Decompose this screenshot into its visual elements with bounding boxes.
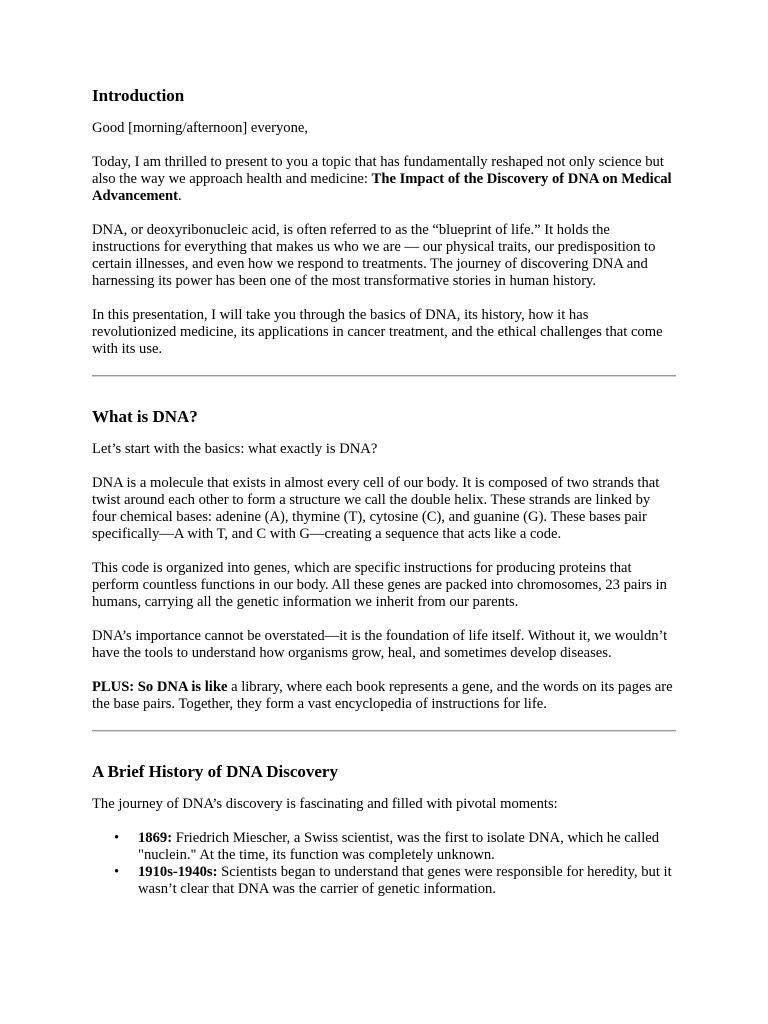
analogy-text: a library, where each book represents a gene, and the words on its pages are the base pairs. Together, they form a vast encyclopedia of instructions for life. xyxy=(92,679,673,712)
timeline-text: Friedrich Miescher, a Swiss scientist, was the first to isolate DNA, which he called "nuclein." At the time, its function was completely unknown. xyxy=(138,830,660,863)
intro-paragraph-topic xyxy=(92,154,676,205)
bullet-icon: • xyxy=(114,864,120,880)
analogy-label: PLUS: So DNA is like xyxy=(92,679,228,695)
timeline-text: Scientists began to understand that genes were responsible for heredity, but it wasn’t clear that DNA was the carrier of genetic information. xyxy=(138,864,672,897)
history-intro: The journey of DNA’s discovery is fascinating and filled with pivotal moments: xyxy=(92,796,558,812)
intro-heading: Introduction xyxy=(92,86,185,105)
intro-paragraph-dna-definition: DNA, or deoxyribonucleic acid, is often referred to as the “blueprint of life.” It holds the instructions for everything that makes us who we are — our physical traits, our predisposition to certain illnesses, and even how we respond to treatments. The journey of discovering DNA and harnessing its power has been one of the most transformative stories in human history. xyxy=(92,222,656,289)
history-timeline-list xyxy=(92,830,676,898)
bullet-icon: • xyxy=(114,830,120,846)
what-is-dna-genes: This code is organized into genes, which are specific instructions for producing proteins that perform countless functions in our body. All these genes are packed into chromosomes, 23 pairs in humans, carrying all the genetic information we inherit from our parents. xyxy=(92,560,667,610)
what-is-dna-question: Let’s start with the basics: what exactly is DNA? xyxy=(92,441,378,457)
intro-topic-text: Today, I am thrilled to present to you a topic that has fundamentally reshaped not only science but also the way we approach health and medicine: xyxy=(92,154,664,187)
what-is-dna-analogy xyxy=(92,679,676,713)
intro-paragraph-agenda: In this presentation, I will take you through the basics of DNA, its history, how it has revolutionized medicine, its applications in cancer treatment, and the ethical challenges that come with its use. xyxy=(92,307,663,357)
presentation-title: The Impact of the Discovery of DNA on Medical Advancement xyxy=(92,171,672,204)
intro-topic-end: . xyxy=(177,188,182,204)
timeline-year: 1910s-1940s: xyxy=(138,864,218,880)
document-page xyxy=(92,86,676,898)
list-item xyxy=(114,830,676,864)
what-is-dna-importance: DNA’s importance cannot be overstated—it is the foundation of life itself. Without it, we wouldn’t have the tools to understand how organisms grow, heal, and sometimes develop diseases. xyxy=(92,628,668,661)
what-is-dna-heading: What is DNA? xyxy=(92,407,198,426)
history-heading: A Brief History of DNA Discovery xyxy=(92,762,338,781)
greeting-paragraph: Good [morning/afternoon] everyone, xyxy=(92,120,308,136)
list-item xyxy=(114,864,676,898)
timeline-year: 1869: xyxy=(138,830,173,846)
what-is-dna-molecule: DNA is a molecule that exists in almost every cell of our body. It is composed of two strands that twist around each other to form a structure we call the double helix. These strands are linked by four chemical bases: adenine (A), thymine (T), cytosine (C), and guanine (G). These bases pair specifically—A with T, and C with G—creating a sequence that acts like a code. xyxy=(92,475,660,542)
